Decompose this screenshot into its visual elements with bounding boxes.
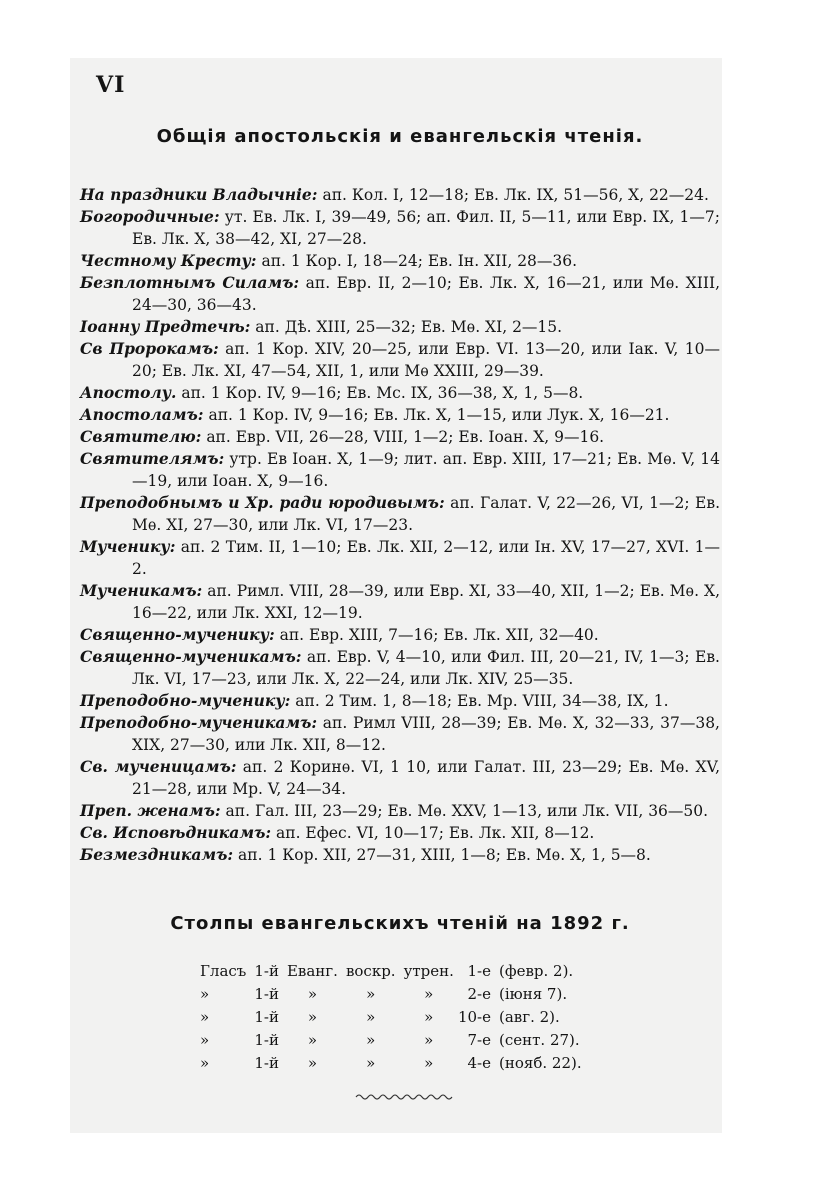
reading-label: Мученикамъ:: [80, 581, 203, 600]
pillar-number: 4-е: [467, 1053, 491, 1072]
reading-label: Богородичные:: [80, 207, 220, 226]
pillar-row: [196, 959, 586, 982]
page-title: Общія апостольскія и евангельскія чтенія.: [156, 126, 644, 147]
pillar-sunday: »: [366, 1007, 376, 1026]
pillar-tone: 1-й: [254, 961, 279, 980]
reading-text: ап. 1 Кор. IV, 9—16; Ев. Мс. IX, 36—38, X, 1, 5—8.: [181, 384, 584, 402]
pillar-tone: 1-й: [254, 1030, 279, 1049]
pillar-row: [196, 1028, 586, 1051]
pillar-number: 7-е: [467, 1030, 491, 1049]
reading-text: ап. 1 Кор. XIV, 20—25, или Евр. VI. 13—20, или Іак. V, 10—20; Ев. Лк. XI, 47—54, XII, 1, или Мѳ XXIII, 29—39.: [132, 340, 720, 380]
reading-text: ап. Евр. V, 4—10, или Фил. III, 20—21, IV, 1—3; Ев. Лк. VI, 17—23, или Лк. X, 22—24, или Лк. XIV, 25—35.: [132, 648, 720, 688]
page-number: VI: [96, 72, 126, 98]
reading-entry: [80, 492, 720, 536]
reading-label: Преподобно-мученикамъ:: [80, 713, 318, 732]
pillar-voice: »: [200, 1030, 210, 1049]
reading-label: Преподобнымъ и Хр. ради юродивымъ:: [80, 493, 445, 512]
reading-entry: [80, 404, 720, 426]
pillar-date: (сент. 27).: [498, 1030, 580, 1049]
reading-text: ап. Дѣ. XIII, 25—32; Ев. Мѳ. XI, 2—15.: [255, 318, 563, 336]
reading-entry: [80, 448, 720, 492]
pillar-tone: 1-й: [254, 1007, 279, 1026]
reading-entry: [80, 250, 720, 272]
reading-entry: [80, 822, 720, 844]
reading-text: ап. 1 Кор. IV, 9—16; Ев. Лк. X, 1—15, или Лук. X, 16—21.: [208, 406, 670, 424]
reading-label: Святителямъ:: [80, 449, 225, 468]
reading-entry: [80, 712, 720, 756]
reading-text: ап. Римл VIII, 28—39; Ев. Мѳ. X, 32—33, 37—38, XIX, 27—30, или Лк. XII, 8—12.: [132, 714, 720, 754]
reading-label: Безплотнымъ Силамъ:: [80, 273, 300, 292]
reading-text: ап. 2 Тим. II, 1—10; Ев. Лк. XII, 2—12, или Ін. XV, 17—27, XVI. 1—2.: [132, 538, 720, 578]
pillar-sunday: »: [366, 1030, 376, 1049]
reading-label: Мученику:: [80, 537, 176, 556]
reading-text: ап. 2 Тим. 1, 8—18; Ев. Мр. VIII, 34—38, IX, 1.: [295, 692, 669, 710]
reading-label: Преп. женамъ:: [80, 801, 221, 820]
reading-label: Священно-мученикамъ:: [80, 647, 302, 666]
reading-text: ап. Ефес. VI, 10—17; Ев. Лк. XII, 8—12.: [276, 824, 595, 842]
pillar-voice: »: [200, 1007, 210, 1026]
pillar-number: 10-е: [457, 1007, 491, 1026]
pillar-date: (авг. 2).: [498, 1007, 560, 1026]
pillar-sunday: воскр.: [345, 961, 396, 980]
reading-entry: [80, 206, 720, 250]
reading-text: ап. Евр. II, 2—10; Ев. Лк. X, 16—21, или Мѳ. XIII, 24—30, 36—43.: [132, 274, 721, 314]
reading-entry: [80, 272, 720, 316]
reading-label: Безмездникамъ:: [80, 845, 234, 864]
reading-label: Священно-мученику:: [80, 625, 275, 644]
reading-text: ап. Евр. XIII, 7—16; Ев. Лк. XII, 32—40.: [279, 626, 599, 644]
pillar-sunday: »: [366, 1053, 376, 1072]
pillar-row: [196, 982, 586, 1005]
reading-entry: [80, 426, 720, 448]
pillar-voice: »: [200, 984, 210, 1003]
reading-label: Святителю:: [80, 427, 202, 446]
reading-text: ап. Гал. III, 23—29; Ев. Мѳ. XXV, 1—13, или Лк. VII, 36—50.: [225, 802, 709, 820]
pillar-tone: 1-й: [254, 1053, 279, 1072]
pillar-gospel: Еванг.: [286, 961, 338, 980]
pillar-gospel: »: [307, 984, 318, 1003]
readings-list: [80, 184, 720, 866]
pillar-matins: »: [424, 1007, 434, 1026]
pillar-gospel: »: [307, 1053, 318, 1072]
reading-text: ут. Ев. Лк. I, 39—49, 56; ап. Фил. II, 5—11, или Евр. IX, 1—7; Ев. Лк. X, 38—42, XI, 27—28.: [132, 208, 721, 248]
reading-entry: [80, 800, 720, 822]
reading-entry: [80, 536, 720, 580]
reading-text: ап. 1 Кор. I, 18—24; Ев. Ін. XII, 28—36.: [261, 252, 578, 270]
pillars-table: [196, 959, 586, 1074]
pillar-voice: »: [200, 1053, 210, 1072]
pillar-date: (іюня 7).: [498, 984, 568, 1003]
reading-label: Честному Кресту:: [80, 251, 257, 270]
reading-label: Апостолу.: [80, 383, 177, 402]
reading-entry: [80, 338, 720, 382]
pillar-voice: Гласъ: [200, 961, 247, 980]
pillar-matins: »: [424, 1053, 434, 1072]
reading-entry: [80, 316, 720, 338]
reading-entry: [80, 844, 720, 866]
pillar-tone: 1-й: [254, 984, 279, 1003]
pillar-matins: утрен.: [403, 961, 454, 980]
reading-text: ап. Галат. V, 22—26, VI, 1—2; Ев. Мѳ. XI, 27—30, или Лк. VI, 17—23.: [132, 494, 720, 534]
reading-entry: [80, 184, 720, 206]
reading-label: Св Пророкамъ:: [80, 339, 219, 358]
pillar-number: 1-е: [467, 961, 491, 980]
reading-label: Преподобно-мученику:: [80, 691, 291, 710]
reading-text: ап. Евр. VII, 26—28, VIII, 1—2; Ев. Іоан. X, 9—16.: [206, 428, 605, 446]
pillar-row: [196, 1005, 586, 1028]
reading-entry: [80, 624, 720, 646]
reading-entry: [80, 580, 720, 624]
reading-label: Апостоламъ:: [80, 405, 204, 424]
reading-entry: [80, 646, 720, 690]
pillar-matins: »: [424, 1030, 434, 1049]
reading-entry: [80, 756, 720, 800]
pillar-date: (февр. 2).: [498, 961, 574, 980]
reading-label: Св. Исповѣдникамъ:: [80, 823, 272, 842]
reading-text: ап. 2 Коринѳ. VI, 1 10, или Галат. III, 23—29; Ев. Мѳ. XV, 21—28, или Мр. V, 24—34.: [132, 758, 720, 798]
pillar-gospel: »: [307, 1030, 318, 1049]
pillar-matins: »: [424, 984, 434, 1003]
reading-entry: [80, 382, 720, 404]
pillar-sunday: »: [366, 984, 376, 1003]
pillar-date: (нояб. 22).: [498, 1053, 582, 1072]
pillar-gospel: »: [307, 1007, 318, 1026]
pillar-number: 2-е: [467, 984, 491, 1003]
reading-label: На праздники Владычніе:: [80, 185, 318, 204]
reading-text: утр. Ев Іоан. X, 1—9; лит. ап. Евр. XIII, 17—21; Ев. Мѳ. V, 14—19, или Іоан. X, 9—16.: [132, 450, 720, 490]
reading-text: ап. Кол. I, 12—18; Ев. Лк. IX, 51—56, X, 22—24.: [322, 186, 709, 204]
reading-entry: [80, 690, 720, 712]
reading-text: ап. 1 Кор. XII, 27—31, XIII, 1—8; Ев. Мѳ. X, 1, 5—8.: [238, 846, 651, 864]
reading-label: Св. мученицамъ:: [80, 757, 237, 776]
reading-label: Іоанну Предтечѣ:: [80, 317, 251, 336]
closing-ornament-icon: [354, 1092, 454, 1102]
pillar-row: [196, 1051, 586, 1074]
section-subtitle: Столпы евангельскихъ чтеній на 1892 г.: [170, 913, 630, 934]
reading-text: ап. Римл. VIII, 28—39, или Евр. XI, 33—40, XII, 1—2; Ев. Мѳ. X, 16—22, или Лк. XXI, 12—19.: [132, 582, 720, 622]
